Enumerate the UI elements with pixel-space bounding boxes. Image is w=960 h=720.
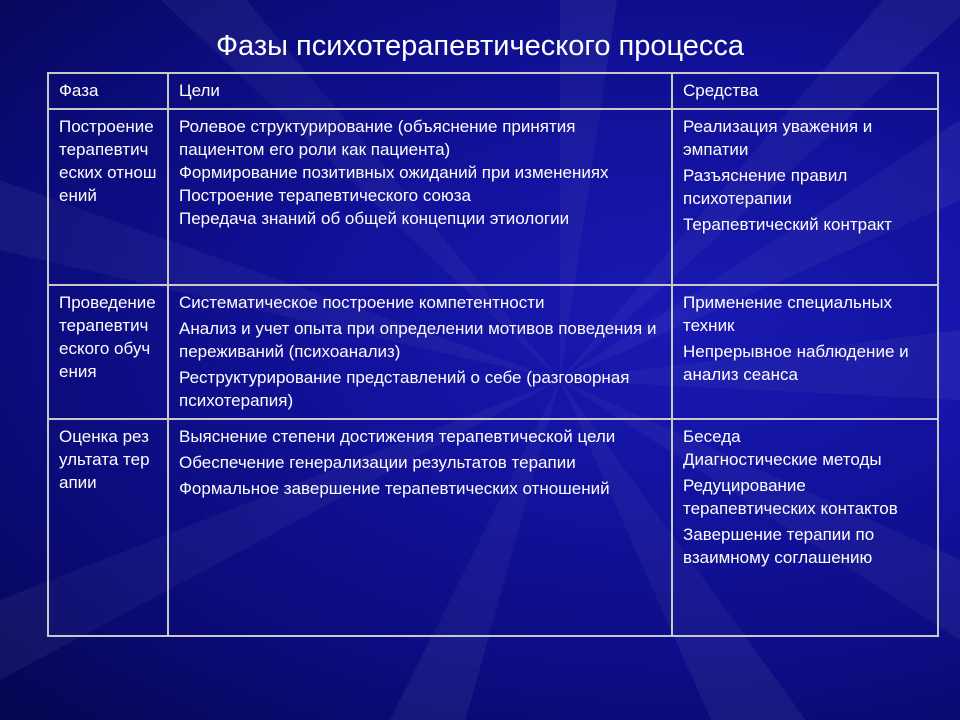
means-cell (672, 109, 938, 285)
goals-cell (168, 285, 672, 419)
table-row (48, 419, 938, 636)
means-item: Диагностические методы (683, 450, 882, 469)
phase-cell: Проведение терапевтического обучения (48, 285, 168, 419)
means-item: Беседа (683, 427, 741, 446)
goal-item: Анализ и учет опыта при определении мотивов поведения и переживаний (психоанализ) (179, 319, 657, 361)
table-row (48, 109, 938, 285)
means-item: Реализация уважения и эмпатии (683, 117, 873, 159)
means-cell (672, 285, 938, 419)
means-cell (672, 419, 938, 636)
means-item: Терапевтический контракт (683, 215, 892, 234)
goal-item: Формирование позитивных ожиданий при изменениях (179, 163, 609, 182)
goal-item: Обеспечение генерализации результатов терапии (179, 453, 576, 472)
table-row (48, 285, 938, 419)
goal-item: Построение терапевтического союза (179, 186, 471, 205)
means-item: Редуцирование терапевтических контактов (683, 476, 898, 518)
phase-cell: Оценка результата терапии (48, 419, 168, 636)
means-item: Применение специальных техник (683, 293, 892, 335)
table-header-row (48, 73, 938, 109)
phases-table (47, 72, 939, 637)
goal-item: Реструктурирование представлений о себе (разговорная психотерапия) (179, 368, 630, 410)
goal-item: Формальное завершение терапевтических отношений (179, 479, 610, 498)
header-means: Средства (672, 73, 938, 109)
header-goals: Цели (168, 73, 672, 109)
goals-cell (168, 419, 672, 636)
means-item: Завершение терапии по взаимному соглашению (683, 525, 875, 567)
phase-cell: Построение терапевтических отношений (48, 109, 168, 285)
goals-cell (168, 109, 672, 285)
slide-title: Фазы психотерапевтического процесса (215, 30, 745, 62)
goal-item: Выяснение степени достижения терапевтической цели (179, 427, 616, 446)
goal-item: Ролевое структурирование (объяснение принятия пациентом его роли как пациента) (179, 117, 576, 159)
header-phase: Фаза (48, 73, 168, 109)
goal-item: Систематическое построение компетентности (179, 293, 545, 312)
means-item: Непрерывное наблюдение и анализ сеанса (683, 342, 909, 384)
means-item: Разъяснение правил психотерапии (683, 166, 848, 208)
goal-item: Передача знаний об общей концепции этиологии (179, 209, 570, 228)
